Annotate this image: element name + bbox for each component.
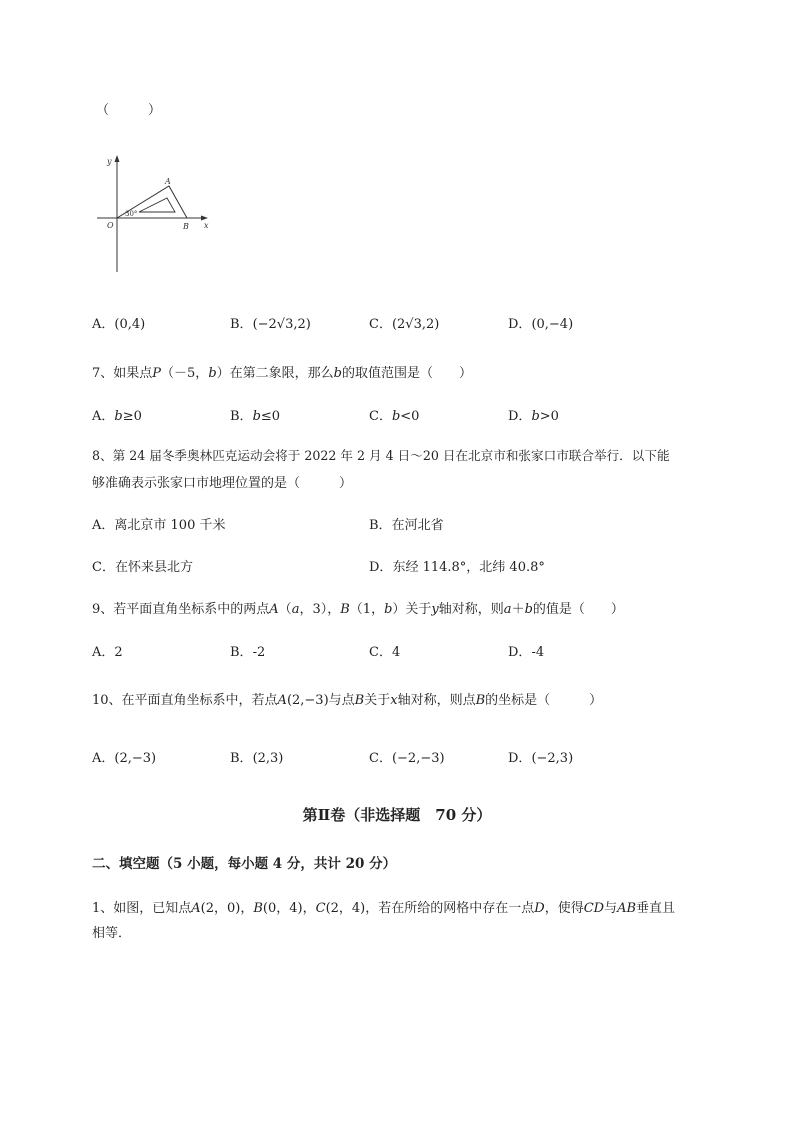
q7-option-b[interactable]: B．b≤0	[230, 409, 281, 424]
q9-option-a[interactable]: A．2	[92, 645, 123, 660]
x-axis-arrow	[201, 216, 208, 221]
q8-option-a[interactable]: A．离北京市 100 千米	[92, 518, 226, 533]
part2-title: 第Ⅱ卷（非选择题 70 分）	[302, 806, 492, 824]
q9-stem: 9、若平面直角坐标系中的两点A（a，3），B（1，b）关于y轴对称，则a＋b的值是（ ）	[92, 602, 624, 617]
label-x: x	[204, 221, 209, 230]
q8-stem-line2: 够准确表示张家口市地理位置的是（ ）	[92, 476, 353, 491]
triangle-inner	[139, 198, 175, 212]
q10-option-d[interactable]: D．(−2,3)	[508, 751, 574, 766]
option-value: (2√3,2)	[391, 317, 440, 332]
option-value: (0,−4)	[531, 317, 574, 332]
q7-option-c[interactable]: C．b<0	[369, 409, 420, 424]
q6-option-d[interactable]	[508, 313, 573, 332]
section2-heading: 二、填空题（5 小题，每小题 4 分，共计 20 分）	[92, 856, 397, 872]
y-axis-arrow	[115, 155, 120, 162]
q8-option-b[interactable]: B．在河北省	[369, 518, 444, 533]
q8-option-c[interactable]: C．在怀来县北方	[92, 560, 193, 575]
option-value: (−2√3,2)	[252, 317, 311, 332]
option-letter: C．	[369, 317, 392, 332]
q9-option-c[interactable]: C．4	[369, 645, 401, 660]
option-letter: A．	[92, 317, 115, 332]
q8-option-d[interactable]: D．东经 114.8°，北纬 40.8°	[369, 560, 545, 575]
q6-answer-paren: （ ）	[96, 103, 162, 118]
q10-option-b[interactable]: B．(2,3)	[230, 751, 284, 766]
label-b: B	[183, 222, 189, 231]
q9-option-d[interactable]: D．-4	[508, 645, 545, 660]
q10-option-a[interactable]: A．(2,−3)	[92, 751, 157, 766]
q7-stem: 7、如果点P（－5，b）在第二象限，那么b的取值范围是（ ）	[92, 366, 472, 381]
q8-stem-line1: 8、第 24 届冬季奥林匹克运动会将于 2022 年 2 月 4 日～20 日在北京市和张家口市联合举行．以下能	[92, 448, 670, 463]
option-letter: B．	[230, 317, 253, 332]
label-o: O	[107, 221, 114, 230]
fill1-stem-line2: 相等．	[92, 926, 132, 941]
q9-option-b[interactable]: B．-2	[230, 645, 266, 660]
q10-stem: 10、在平面直角坐标系中，若点A(2,−3)与点B关于x轴对称，则点B的坐标是（ ）	[92, 693, 603, 708]
option-letter: D．	[508, 317, 532, 332]
q6-option-c[interactable]	[369, 313, 439, 332]
q6-figure	[95, 152, 215, 276]
option-value: (0,4)	[114, 317, 146, 332]
q6-option-a[interactable]	[92, 313, 145, 332]
q7-option-a[interactable]: A．b≥0	[92, 409, 142, 424]
fill1-stem-line1: 1、如图，已知点A(2，0)，B(0，4)，C(2，4)，若在所给的网格中存在一点D，使得CD与AB垂直且	[92, 901, 676, 916]
label-y: y	[107, 157, 112, 166]
label-angle: 30°	[125, 210, 138, 218]
label-a: A	[165, 177, 171, 186]
q10-option-c[interactable]: C．(−2,−3)	[369, 751, 445, 766]
q7-option-d[interactable]: D．b>0	[508, 409, 559, 424]
q6-option-b[interactable]	[230, 313, 311, 332]
